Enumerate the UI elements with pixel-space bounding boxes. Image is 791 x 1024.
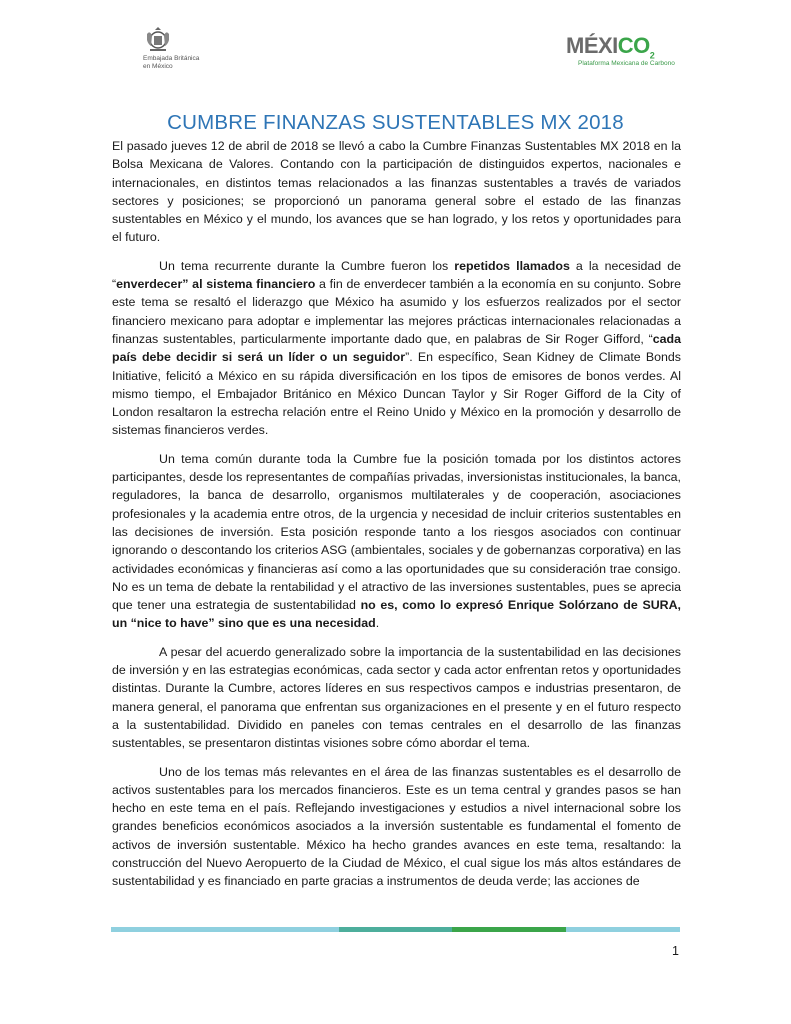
logo-subtitle: Plataforma Mexicana de Carbono — [578, 60, 675, 67]
paragraph-2 — [112, 257, 681, 440]
footer-divider — [111, 927, 680, 932]
document-title: CUMBRE FINANZAS SUSTENTABLES MX 2018 — [167, 111, 624, 134]
page-header — [0, 26, 791, 86]
embassy-name — [143, 55, 199, 70]
paragraph-1: El pasado jueves 12 de abril de 2018 se llevó a cabo la Cumbre Finanzas Sustentables MX 2018 en la Bolsa Mexicana de Valores. Contando con la participación de distinguidos expertos, nacionales e internacionales, en distintos temas relacionados a las finanzas sustentables a través de variados sectores y posiciones; se proporcionó un panorama general sobre el estado de las finanzas sustentables en México y el mundo, los avances que se han logrado, y los retos y oportunidades para el futuro. — [112, 139, 681, 245]
text-run: a la necesidad de “ — [112, 258, 681, 292]
logo-subscript: 2 — [649, 50, 655, 61]
embassy-line-2: en México — [143, 62, 173, 70]
paragraph-5: Uno de los temas más relevantes en el área de las finanzas sustentables es el desarrollo de activos sustentables para los mercados financieros. Este es un tema central y grandes pasos se han hecho en este tema en el país. Reflejando investigaciones y estudios a nivel internacional sobre los grandes beneficios económicos asociados a la inversión sustentable es fundamental el fomento de activos de inversión sustentable. México ha hecho grandes avances en este tema, resaltando: la construcción del Nuevo Aeropuerto de la Ciudad de México, el cual sigue los más altos estándares de sustentabilidad y es financiado en parte gracias a instrumentos de deuda verde; las acciones de — [112, 764, 681, 889]
footer-divider-segment — [566, 927, 680, 932]
logo-mexi: MÉXI — [566, 33, 618, 58]
mexico2-logo — [566, 34, 686, 84]
text-run: a fin de enverdecer también a la economía en su conjunto. Sobre este tema se resaltó el liderazgo que México ha asumido y los esfuerzos realizados por el sector financiero mexicano para adoptar e implementar las mejores prácticas internacionales relacionadas a finanzas sustentables, particularmente importante dado que, en palabras de Sir Roger Gifford, “ — [112, 277, 681, 346]
footer-divider-segment — [225, 927, 339, 932]
paragraph-3 — [112, 450, 681, 633]
paragraph-4: A pesar del acuerdo generalizado sobre la importancia de la sustentabilidad en las decisiones de inversión y en las estrategias económicas, cada sector y cada actor enfrentan retos y oportunidades distintas. Durante la Cumbre, actores líderes en sus respectivos campos e industrias presentaron, de manera general, el panorama que enfrentan sus organizaciones en el presente y en el futuro respecto a la sustentabilidad. Dividido en paneles con temas centrales en el desarrollo de las finanzas sustentables, se presentaron distintas visiones sobre cómo abordar el tema. — [112, 644, 681, 751]
bold-run: no es, como lo expresó Enrique Solórzano de SURA, un “nice to have” sino que es una necesidad — [112, 598, 682, 631]
text-run: Un tema recurrente durante la Cumbre fueron los — [159, 258, 455, 273]
bold-run: repetidos llamados — [454, 258, 570, 273]
document-body — [112, 137, 681, 901]
page-number: 1 — [672, 944, 679, 958]
text-run: ”. En específico, Sean Kidney de Climate Bonds Initiative, felicitó a México en su rápida diversificación en los tipos de emisores de bonos verdes. Al mismo tiempo, el Embajador Británico en México Duncan Taylor y Sir Roger Gifford de la City of London resaltaron la estrecha relación entre el Reino Unido y México en la promoción y desarrollo de sistemas financieros verdes. — [112, 350, 681, 438]
embassy-logo — [143, 26, 263, 76]
logo-co: CO — [617, 33, 650, 58]
footer-divider-segment — [111, 927, 225, 932]
text-run: . — [375, 616, 380, 631]
embassy-line-1: Embajada Británica — [143, 55, 200, 62]
bold-run: cada país debe decidir si será un líder o un seguidor — [112, 331, 681, 365]
footer-divider-segment — [452, 927, 566, 932]
text-run: Un tema común durante toda la Cumbre fue la posición tomada por los distintos actores participantes, desde los representantes de compañías privadas, inversionistas institucionales, la banca, reguladores, la banca de desarrollo, organismos multilaterales y de cooperación, asociaciones profesionales y la academia entre otros, de la urgencia y necesidad de incluir criterios sustentables en las decisiones de inversión. Esta posición responde tanto a los riesgos asociados con continuar ignorando o descontando los criterios ASG (ambientales, sociales y de gobernanzas corporativa) en las actividades económicas y financieras así como a las oportunidades que su consideración trae consigo. No es un tema de debate la rentabilidad y el atractivo de las inversiones sustentables, pues se aprecia que tener una estrategia de sustentabilidad — [112, 451, 681, 613]
footer-divider-segment — [339, 927, 453, 932]
royal-crest-icon — [143, 26, 173, 54]
bold-run: enverdecer” al sistema financiero — [116, 277, 316, 292]
